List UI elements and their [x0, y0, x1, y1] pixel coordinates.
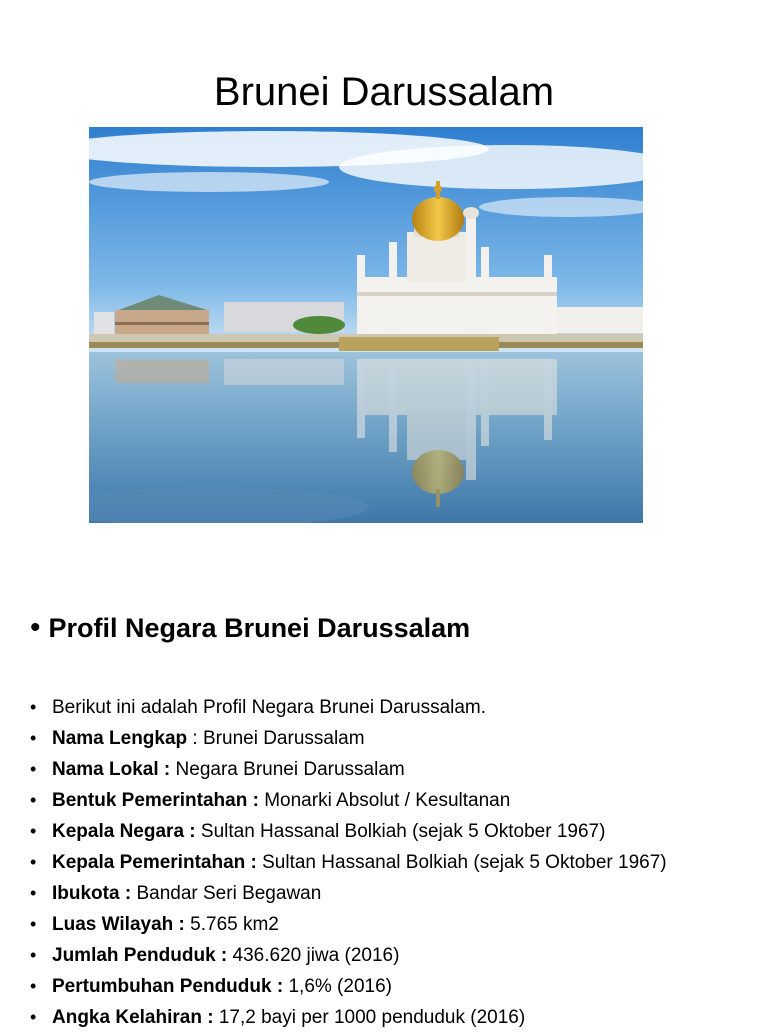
bullet-icon: •: [30, 611, 41, 644]
list-item: [30, 878, 750, 909]
list-item: [30, 909, 750, 940]
item-label: Luas Wilayah :: [52, 913, 185, 935]
item-value: 17,2 bayi per 1000 penduduk (2016): [218, 1006, 526, 1028]
item-label: Angka Kelahiran :: [52, 1006, 214, 1028]
item-value: Bandar Seri Begawan: [136, 882, 322, 904]
bullet-icon: •: [30, 945, 37, 965]
bullet-icon: •: [30, 914, 37, 934]
item-label: Nama Lengkap: [52, 727, 188, 749]
item-value: Negara Brunei Darussalam: [175, 758, 405, 780]
bullet-icon: •: [30, 697, 37, 717]
item-value: Brunei Darussalam: [203, 727, 365, 749]
list-item-intro: [30, 692, 750, 723]
list-item: [30, 723, 750, 754]
list-item: [30, 971, 750, 1002]
item-label: Kepala Negara :: [52, 820, 196, 842]
item-value: 436.620 jiwa (2016): [232, 944, 400, 966]
bullet-icon: •: [30, 759, 37, 779]
list-item: [30, 816, 750, 847]
section-heading-text: Profil Negara Brunei Darussalam: [48, 612, 471, 643]
profile-list: [30, 692, 750, 1033]
slide-title: Brunei Darussalam: [213, 70, 555, 114]
list-item: [30, 847, 750, 878]
list-item: [30, 940, 750, 971]
item-value: Sultan Hassanal Bolkiah (sejak 5 Oktober 1967): [200, 820, 606, 842]
item-value: 5.765 km2: [190, 913, 279, 935]
intro-text: Berikut ini adalah Profil Negara Brunei Darussalam.: [52, 696, 487, 718]
item-label: Bentuk Pemerintahan :: [52, 789, 259, 811]
section-heading: [30, 606, 470, 650]
item-label: Kepala Pemerintahan :: [52, 851, 257, 873]
bullet-icon: •: [30, 883, 37, 903]
bullet-icon: •: [30, 1007, 37, 1027]
item-label: Ibukota :: [52, 882, 132, 904]
list-item: [30, 1002, 750, 1033]
bullet-icon: •: [30, 852, 37, 872]
item-label: Jumlah Penduduk :: [52, 944, 228, 966]
bullet-icon: •: [30, 728, 37, 748]
item-value: Monarki Absolut / Kesultanan: [264, 789, 511, 811]
item-value: Sultan Hassanal Bolkiah (sejak 5 Oktober 1967): [262, 851, 667, 873]
bullet-icon: •: [30, 821, 37, 841]
bullet-icon: •: [30, 976, 37, 996]
bullet-icon: •: [30, 790, 37, 810]
list-item: [30, 754, 750, 785]
item-label: Pertumbuhan Penduduk :: [52, 975, 284, 997]
item-separator: :: [187, 727, 203, 749]
mosque-photo: [89, 127, 643, 523]
item-label: Nama Lokal :: [52, 758, 171, 780]
list-item: [30, 785, 750, 816]
item-value: 1,6% (2016): [288, 975, 392, 997]
